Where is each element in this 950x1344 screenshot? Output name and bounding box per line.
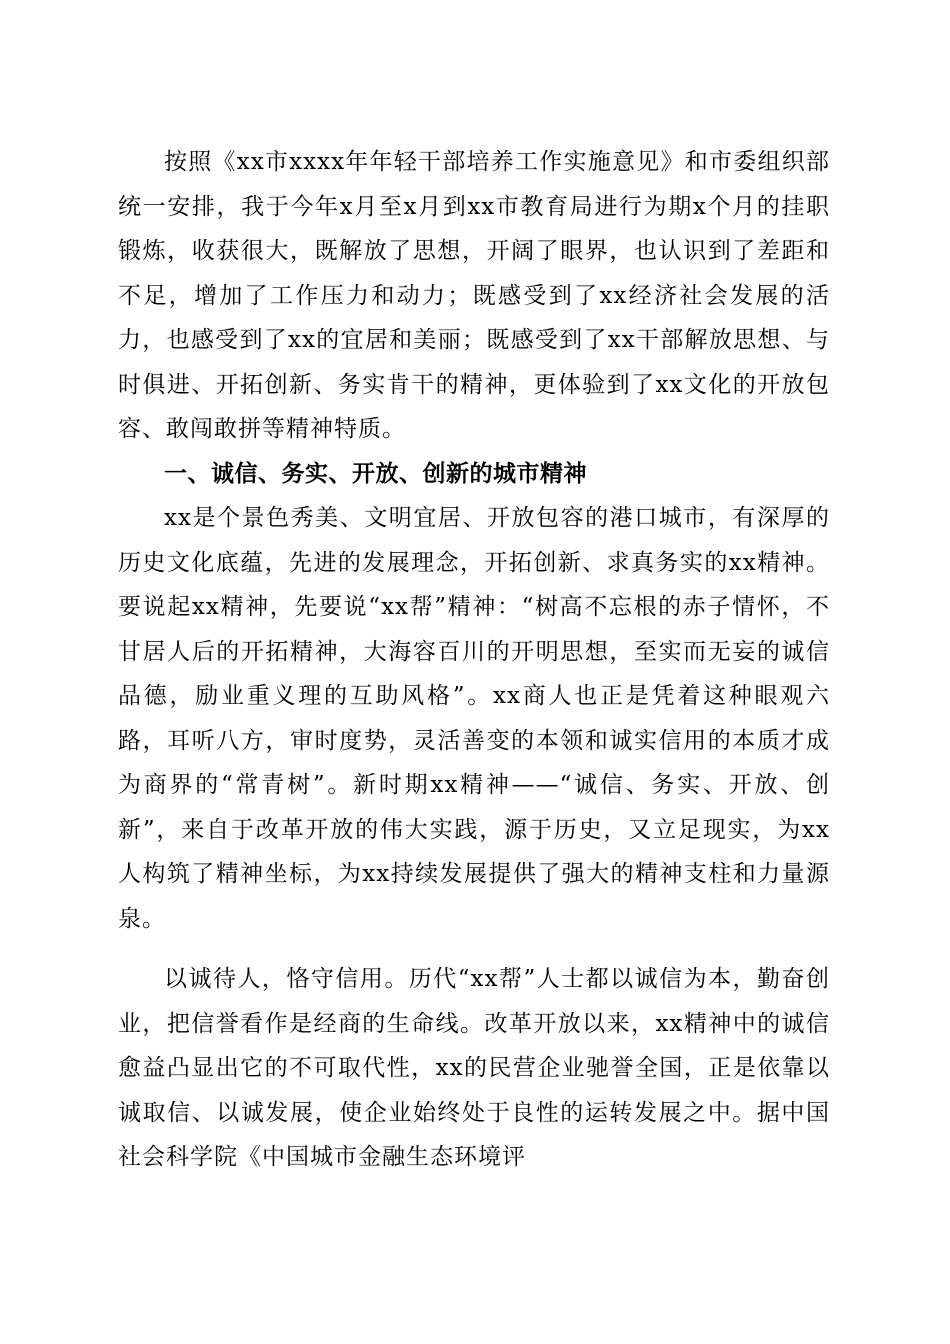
document-body [118,140,830,1180]
section-heading: 一、诚信、务实、开放、创新的城市精神 [164,460,587,487]
body-paragraph: xx是个景色秀美、文明宜居、开放包容的港口城市，有深厚的历史文化底蕴，先进的发展理念，开拓创新、求真务实的xx精神。要说起xx精神，先要说“xx帮”精神：“树高不忘根的赤子情怀，不甘居人后的开拓精神，大海容百川的开明思想，至实而无妄的诚信品德，励业重义理的互助风格”。xx商人也正是凭着这种眼观六路，耳听八方，审时度势，灵活善变的本领和诚实信用的本质才成为商界的“常青树”。新时期xx精神——“诚信、务实、开放、创新”，来自于改革开放的伟大实践，源于历史，又立足现实，为xx人构筑了精神坐标，为xx持续发展提供了强大的精神支柱和力量源泉。 [118,505,830,932]
intro-paragraph: 按照《xx市xxxx年年轻干部培养工作实施意见》和市委组织部统一安排，我于今年x月至x月到xx市教育局进行为期x个月的挂职锻炼，收获很大，既解放了思想，开阔了眼界，也认识到了差距和不足，增加了工作压力和动力；既感受到了xx经济社会发展的活力，也感受到了xx的宜居和美丽；既感受到了xx干部解放思想、与时俱进、开拓创新、务实肯干的精神，更体验到了xx文化的开放包容、敢闯敢拼等精神特质。 [118,149,830,442]
body-paragraph: 以诚待人，恪守信用。历代“xx帮”人士都以诚信为本，勤奋创业，把信誉看作是经商的生命线。改革开放以来，xx精神中的诚信愈益凸显出它的不可取代性，xx的民营企业驰誉全国，正是依靠以诚取信、以诚发展，使企业始终处于良性的运转发展之中。据中国社会科学院《中国城市金融生态环境评 [118,966,830,1170]
